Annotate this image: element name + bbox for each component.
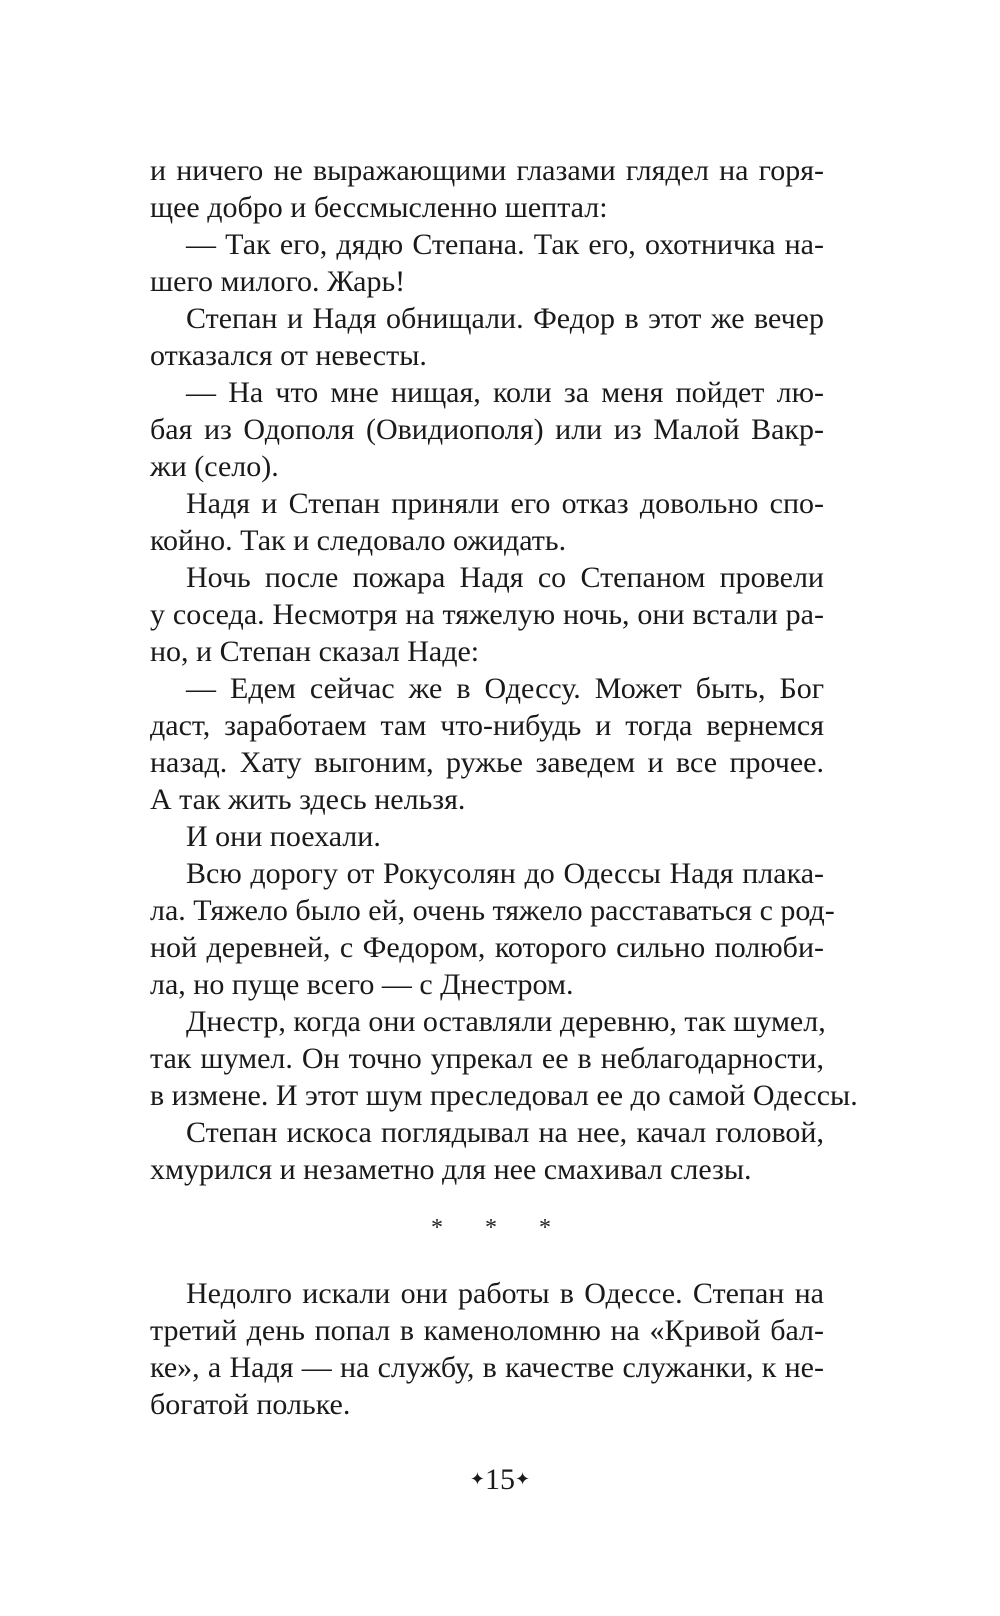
text-line: ной деревней, с Федором, которого сильно полюби- [150,931,824,964]
text-line: Надя и Степан приняли его отказ довольно спо- [186,487,824,520]
text-line: третий день попал в каменоломню на «Кривой бал- [150,1314,824,1347]
paragraph [150,559,824,670]
text-line: и ничего не выражающими глазами глядел на горя- [150,154,824,187]
ornament-right-icon: ✦ [515,1469,531,1489]
text-line: даст, заработаем там что-нибудь и тогда вернемся [150,709,824,742]
text-line: щее добро и бессмысленно шептал: [150,191,608,224]
text-line: Степан и Надя обнищали. Федор в этот же вечер [186,302,824,335]
text-line: И они поехали. [186,820,381,853]
text-line: — Так его, дядю Степана. Так его, охотничка на- [186,228,824,261]
text-line: у соседа. Несмотря на тяжелую ночь, они встали ра- [150,598,824,631]
section-separator: * * * [431,1215,569,1241]
text-line: но, и Степан сказал Наде: [150,635,480,668]
text-line: ке», а Надя — на службу, в качестве служанки, к не- [150,1351,824,1384]
paragraph [150,152,824,226]
paragraph [150,855,835,1003]
paragraph [150,1114,824,1188]
paragraph [150,670,824,818]
text-line: богатой польке. [150,1388,351,1421]
paragraph [150,226,824,300]
text-line: так шумел. Он точно упрекал ее в неблагодарности, [150,1042,824,1075]
text-line: ла, но пуще всего — с Днестром. [150,968,574,1001]
text-line: ла. Тяжело было ей, очень тяжело расставаться с род- [150,894,835,927]
text-line: Днестр, когда они оставляли деревню, так шумел, [186,1005,826,1038]
text-line: в измене. И этот шум преследовал ее до самой Одессы. [150,1079,858,1112]
text-line: — На что мне нищая, коли за меня пойдет лю- [186,376,824,409]
text-line: бая из Одополя (Овидиополя) или из Малой Вакр- [150,413,824,446]
paragraph [150,1003,858,1114]
text-block-bottom [150,1275,824,1423]
text-line: Степан искоса поглядывал на нее, качал головой, [186,1116,824,1149]
paragraph [150,818,824,855]
text-line: Ночь после пожара Надя со Степаном провели [186,561,824,594]
paragraph [150,300,824,374]
ornament-left-icon: ✦ [469,1469,485,1489]
text-line: койно. Так и следовало ожидать. [150,524,567,557]
text-line: хмурился и незаметно для нее смахивал слезы. [150,1153,752,1186]
text-block-top [150,152,858,1188]
text-line: — Едем сейчас же в Одессу. Может быть, Бог [186,672,824,705]
text-line: отказался от невесты. [150,339,427,372]
text-line: Недолго искали они работы в Одессе. Степан на [186,1277,824,1310]
paragraph [150,1275,824,1423]
text-line: Всю дорогу от Рокусолян до Одессы Надя плака- [186,857,824,890]
paragraph [150,485,824,559]
text-line: шего милого. Жарь! [150,265,406,298]
text-line: назад. Хату выгоним, ружье заведем и все прочее. [150,746,824,779]
page-number [0,1461,1000,1498]
page-number-value: 15 [485,1463,515,1496]
paragraph [150,374,824,485]
text-line: жи (село). [150,450,279,483]
text-line: А так жить здесь нельзя. [150,783,466,816]
